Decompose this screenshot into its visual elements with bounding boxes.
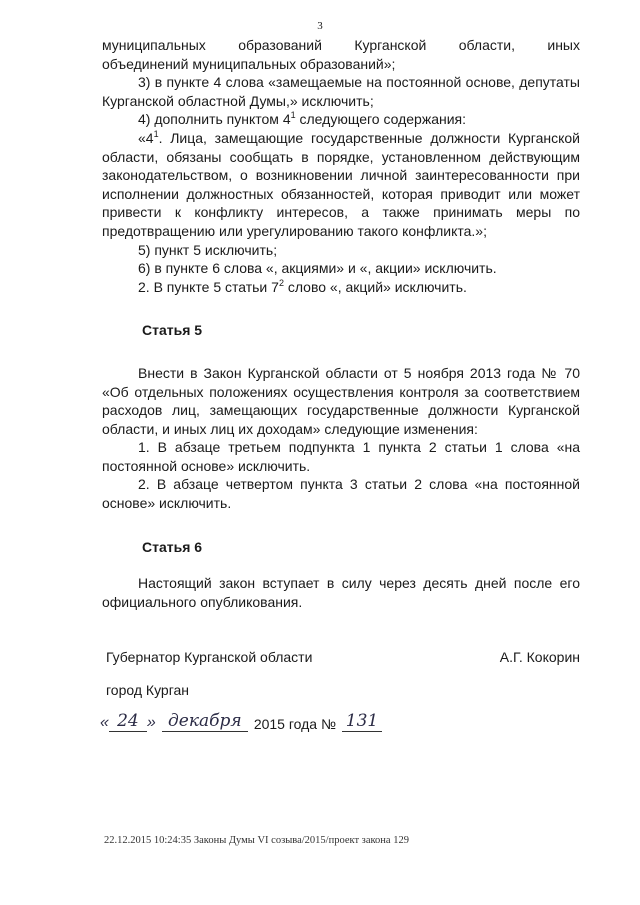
governor-title: Губернатор Курганской области [106,649,313,665]
date-line [100,711,382,732]
close-quote: » [146,714,156,731]
handwritten-month: декабря [162,711,248,732]
point-2-text-end: слово «, акций» исключить. [283,278,467,295]
article-6-text: Настоящий закон вступает в силу через десять дней после его официального опубликования. [102,575,580,610]
article-5-item-2: 2. В абзаце четвертом пункта 3 статьи 2 слова «на постоянной основе» исключить. [102,476,580,512]
article-5-intro: Внести в Закон Курганской области от 5 ноября 2013 года № 70 «Об отдельных положениях осуществления контроля за соответствием расходов лиц, замещающих государственные должности Курганской области, и иных лиц их доходам» следующие изменения: [102,364,580,437]
signature-block [106,649,580,665]
item-4-text-end: следующего содержания: [295,111,467,128]
handwritten-day: 24 [109,711,147,732]
year-and-number-label: 2015 года № [253,716,336,732]
footer-file-path: 22.12.2015 10:24:35 Законы Думы VI созыва/2015/проект закона 129 [104,835,409,846]
item-4-1-start: «4 [138,129,154,146]
handwritten-law-number: 131 [342,711,382,732]
item-4 [102,110,580,129]
item-5: 5) пункт 5 исключить; [138,241,278,258]
paragraph-continuation-line2: объединений муниципальных образований»; [102,55,396,72]
article-6-heading: Статья 6 [142,538,203,555]
open-quote: « [100,714,109,731]
point-2-text: 2. В пункте 5 статьи 7 [138,278,279,295]
item-4-superscript: 1 [290,110,296,121]
article-5-heading: Статья 5 [142,322,203,339]
item-4-1-superscript: 1 [153,128,159,139]
point-2 [102,278,580,297]
paragraph-continuation-line1: муниципальных образований Курганской области, иных [102,37,580,53]
item-4-1-quote [102,129,580,241]
item-4-text: 4) дополнить пунктом 4 [138,111,291,128]
article-5-item-1: 1. В абзаце третьем подпункта 1 пункта 2 статьи 1 слова «на постоянной основе» исключить. [102,439,580,474]
page-number: 3 [317,20,323,32]
document-body [102,36,580,611]
item-6: 6) в пункте 6 слова «, акциями» и «, акции» исключить. [138,260,497,277]
governor-name: А.Г. Кокорин [499,649,580,665]
point-2-superscript: 2 [278,277,284,288]
item-4-1-body: . Лица, замещающие государственные должности Курганской области, обязаны сообщать в порядке, установленном действующим законодательством, о возникновении личной заинтересованности при исполнении должностных обязанностей, которая приводит или может привести к конфликту интересов, а также принимать меры по предотвращению или урегулированию такого конфликта.»; [102,129,580,239]
city-line: город Курган [106,682,190,698]
item-3: 3) в пункте 4 слова «замещаемые на постоянной основе, депутаты Курганской областной Думы,» исключить; [102,74,580,109]
